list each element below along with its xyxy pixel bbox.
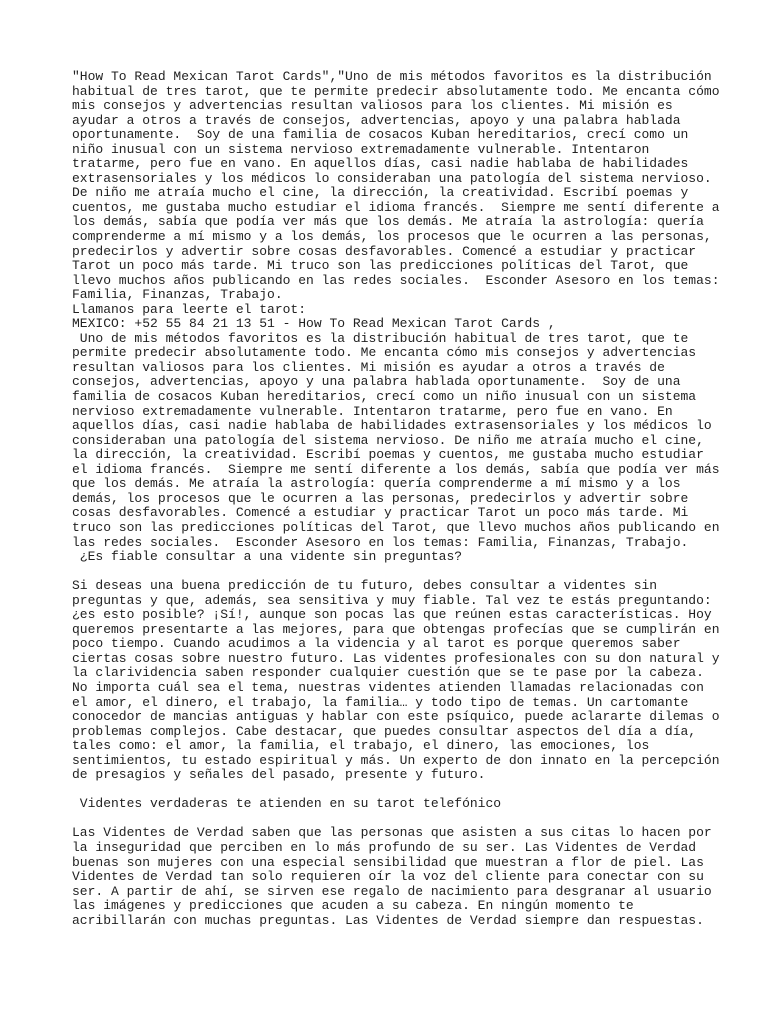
text-line: demás, los procesos que le ocurren a las personas, predecirlos y advertir sobre	[72, 490, 689, 506]
text-line: conocedor de mancias antiguas y hablar con este psíquico, puede aclararte dilemas o	[72, 709, 720, 725]
text-line: ayudar a otros a través de consejos, advertencias, apoyo y una palabra hablada	[72, 112, 681, 128]
text-line: problemas complejos. Cabe destacar, que puedes consultar aspectos del día a día,	[72, 723, 697, 739]
text-line: aquellos días, casi nadie hablaba de habilidades extrasensoriales y los médicos lo	[72, 418, 712, 434]
text-line: Las Videntes de Verdad saben que las personas que asisten a sus citas lo hacen por	[72, 825, 712, 841]
text-line: ¿Es fiable consultar a una vidente sin preguntas?	[72, 549, 463, 565]
text-line: poco tiempo. Cuando acudimos a la videncia y al tarot es porque queremos saber	[72, 636, 681, 652]
text-line: predecirlos y advertir sobre cosas desfavorables. Comencé a estudiar y practicar	[72, 243, 697, 259]
text-line: oportunamente. Soy de una familia de cosacos Kuban hereditarios, crecí como un	[72, 127, 689, 143]
text-line: queremos presentarte a las mejores, para que obtengas profecías que se cumplirán en	[72, 621, 720, 637]
text-line: tales como: el amor, la familia, el trabajo, el dinero, las emociones, los	[72, 738, 650, 754]
text-line: ser. A partir de ahí, se sirven ese regalo de nacimiento para desgranar al usuario	[72, 883, 712, 899]
text-line: niño inusual con un sistema nervioso extremadamente vulnerable. Intentaron	[72, 141, 650, 157]
text-line: consejos, advertencias, apoyo y una palabra hablada oportunamente. Soy de una	[72, 374, 681, 390]
text-line: los demás, sabía que podía ver más que los demás. Me atraía la astrología: quería	[72, 214, 704, 230]
text-line: cosas desfavorables. Comencé a estudiar y practicar Tarot un poco más tarde. Mi	[72, 505, 689, 521]
text-line: sentimientos, tu estado espiritual y más. Un experto de don innato en la percepción	[72, 752, 720, 768]
text-line: Videntes de Verdad tan solo requieren oír la voz del cliente para conectar con su	[72, 869, 704, 885]
text-line: ciertas cosas sobre nuestro futuro. Las videntes profesionales con su don natural y	[72, 650, 720, 666]
blank-line	[72, 812, 712, 827]
text-line: la dirección, la creatividad. Escribí poemas y cuentos, me gustaba mucho estudiar	[72, 447, 704, 463]
text-line: la inseguridad que perciben en lo más profundo de su ser. Las Videntes de Verdad	[72, 839, 697, 855]
text-line: la clarividencia saben responder cualquier cuestión que se te pase por la cabeza.	[72, 665, 704, 681]
text-line: No importa cuál sea el tema, nuestras videntes atienden llamadas relacionadas con	[72, 679, 704, 695]
text-line: extrasensoriales y los médicos lo consideraban una patología del sistema nervioso.	[72, 170, 712, 186]
text-line: MEXICO: +52 55 84 21 13 51 - How To Read Mexican Tarot Cards ,	[72, 316, 556, 332]
text-line: el idioma francés. Siempre me sentí diferente a los demás, sabía que podía ver más	[72, 461, 720, 477]
text-line: Familia, Finanzas, Trabajo.	[72, 287, 283, 303]
blank-line	[72, 565, 712, 580]
text-line: Llamanos para leerte el tarot:	[72, 301, 307, 317]
text-line: Uno de mis métodos favoritos es la distribución habitual de tres tarot, que te	[72, 330, 689, 346]
text-line: cuentos, me gustaba mucho estudiar el idioma francés. Siempre me sentí diferente a	[72, 199, 720, 215]
text-line: familia de cosacos Kuban hereditarios, crecí como un niño inusual con un sistema	[72, 389, 697, 405]
text-line: ¿es esto posible? ¡Sí!, aunque son pocas las que reúnen estas características. Hoy	[72, 607, 712, 623]
text-line: las redes sociales. Esconder Asesoro en los temas: Familia, Finanzas, Trabajo.	[72, 534, 689, 550]
text-line: llevo muchos años publicando en las redes sociales. Esconder Asesoro en los temas:	[72, 272, 720, 288]
text-line: comprenderme a mí mismo y a los demás, los procesos que le ocurren a las personas,	[72, 229, 712, 245]
text-line: las imágenes y predicciones que acuden a su cabeza. En ningún momento te	[72, 898, 634, 914]
text-line: Videntes verdaderas te atienden en su tarot telefónico	[72, 796, 502, 812]
text-line: resultan valiosos para los clientes. Mi misión es ayudar a otros a través de	[72, 359, 665, 375]
text-line: el amor, el dinero, el trabajo, la familia… y todo tipo de temas. Un cartomante	[72, 694, 689, 710]
text-line: nervioso extremadamente vulnerable. Intentaron tratarme, pero fue en vano. En	[72, 403, 673, 419]
text-line: De niño me atraía mucho el cine, la dirección, la creatividad. Escribí poemas y	[72, 185, 689, 201]
text-line: tratarme, pero fue en vano. En aquellos días, casi nadie hablaba de habilidades	[72, 156, 689, 172]
text-line: permite predecir absolutamente todo. Me encanta cómo mis consejos y advertencias	[72, 345, 697, 361]
blank-line	[72, 783, 712, 798]
text-line: de presagios y señales del pasado, presente y futuro.	[72, 767, 486, 783]
text-line: "How To Read Mexican Tarot Cards","Uno de mis métodos favoritos es la distribución	[72, 69, 712, 84]
text-line: consideraban una patología del sistema nervioso. De niño me atraía mucho el cine,	[72, 432, 704, 448]
text-line: Si deseas una buena predicción de tu futuro, debes consultar a videntes sin	[72, 578, 658, 594]
document-body	[72, 69, 720, 928]
text-line: mis consejos y advertencias resultan valiosos para los clientes. Mi misión es	[72, 98, 673, 114]
text-line: que los demás. Me atraía la astrología: quería comprenderme a mí mismo y a los	[72, 476, 681, 492]
text-line: acribillarán con muchas preguntas. Las Videntes de Verdad siempre dan respuestas.	[72, 912, 704, 928]
text-line: Tarot un poco más tarde. Mi truco son las predicciones políticas del Tarot, que	[72, 258, 689, 274]
text-line: habitual de tres tarot, que te permite predecir absolutamente todo. Me encanta cómo	[72, 83, 720, 99]
text-line: truco son las predicciones políticas del Tarot, que llevo muchos años publicando en	[72, 519, 720, 535]
text-line: buenas son mujeres con una especial sensibilidad que muestran a flor de piel. Las	[72, 854, 704, 870]
text-line: preguntas y que, además, sea sensitiva y muy fiable. Tal vez te estás preguntando:	[72, 592, 712, 608]
